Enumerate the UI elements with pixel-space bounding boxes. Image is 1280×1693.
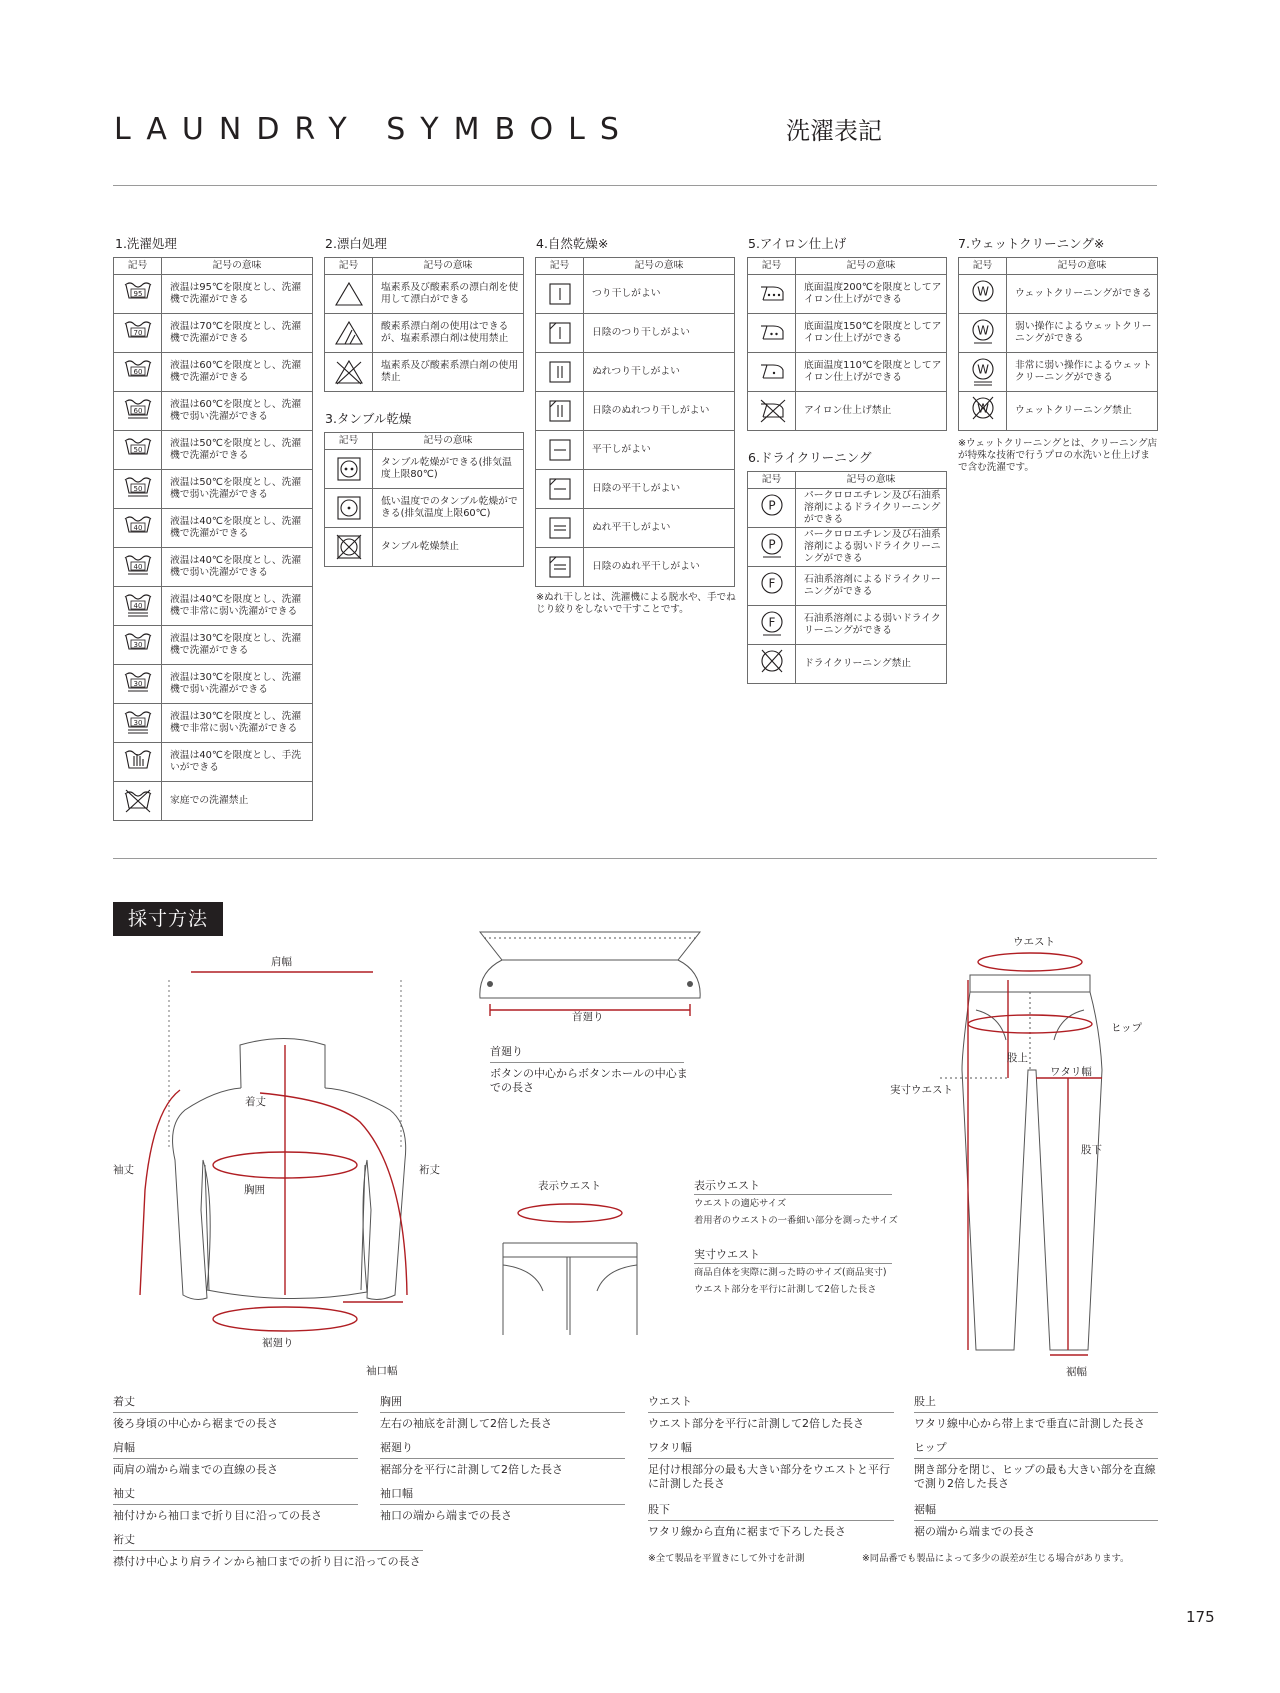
washing-meaning: 液温は40℃を限度とし、洗濯機で弱い洗濯ができる [162,548,313,587]
label-hip: ヒップ [1111,1022,1143,1034]
tumble-table [324,432,524,567]
label-inseam: 股下 [1081,1144,1102,1156]
washing-row [114,470,313,509]
bleach-table [324,257,524,392]
drip-dry-icon [536,353,584,392]
svg-text:95: 95 [133,290,142,298]
definition-rule [914,1412,1158,1413]
dry-clean-f-gentle-icon [748,606,796,645]
natural-dry-meaning: 日陰の平干しがよい [584,470,735,509]
svg-text:W: W [976,284,989,299]
washing-meaning: 液温は30℃を限度とし、洗濯機で弱い洗濯ができる [162,665,313,704]
wash-40-very-gentle-icon [114,587,162,626]
iron-low-icon [748,353,796,392]
definition-rule [113,1504,358,1505]
bleach-any-icon [325,275,373,314]
washing-meaning: 液温は40℃を限度とし、洗濯機で非常に弱い洗濯ができる [162,587,313,626]
label-sleeve: 袖丈 [113,1164,134,1176]
tumble-meaning: タンブル乾燥ができる(排気温度上限80℃) [373,450,524,489]
ironing-row [748,275,947,314]
definition-title: 着丈 [113,1395,135,1408]
washing-row [114,431,313,470]
natural-dry-meaning: ぬれつり干しがよい [584,353,735,392]
tumble-meaning: タンブル乾燥禁止 [373,528,524,567]
washing-row [114,704,313,743]
definition-text: ワタリ線中心から帯上まで垂直に計測した長さ [914,1417,1145,1430]
svg-text:W: W [976,323,989,338]
wet-clean-meaning: 非常に弱い操作によるウェットクリーニングができる [1007,353,1158,392]
label-chest: 胸囲 [244,1184,265,1196]
no-iron-icon [748,392,796,431]
washing-meaning: 液温は50℃を限度とし、洗濯機で洗濯ができる [162,431,313,470]
definition-rule [113,1412,358,1413]
col-meaning: 記号の意味 [1007,258,1158,275]
natural-dry-row [536,353,735,392]
no-dry-clean-icon [748,645,796,684]
svg-text:30: 30 [133,641,142,649]
wet-clean-meaning: ウェットクリーニングができる [1007,275,1158,314]
washing-row [114,275,313,314]
dry-clean-row [748,489,947,528]
definition-title: ヒップ [914,1441,947,1454]
tumble-meaning: 低い温度でのタンブル乾燥ができる(排気温度上限60℃) [373,489,524,528]
flat-dry-icon [536,431,584,470]
bleach-meaning: 塩素系及び酸素系漂白剤の使用禁止 [373,353,524,392]
svg-text:30: 30 [133,719,142,727]
section-title-tumble: 3.タンブル乾燥 [325,411,412,426]
natural-dry-row [536,275,735,314]
definition-rule [380,1504,625,1505]
washing-row [114,353,313,392]
ironing-row [748,314,947,353]
natural-dry-meaning: 日陰のつり干しがよい [584,314,735,353]
bleach-row [325,314,524,353]
label-shoulder: 肩幅 [271,956,292,968]
svg-text:60: 60 [133,407,142,415]
svg-text:50: 50 [133,446,142,454]
tumble-dry-low-icon [325,489,373,528]
wash-40-gentle-icon [114,548,162,587]
natural-dry-table [535,257,735,587]
washing-table [113,257,313,821]
label-actual-waist: 実寸ウエスト [890,1084,953,1096]
no-wet-clean-icon [959,392,1007,431]
washing-meaning: 液温は40℃を限度とし、手洗いができる [162,743,313,782]
definition-text: ウエスト部分を平行に計測して2倍した長さ [648,1417,864,1430]
definition-title: ウエスト [648,1395,692,1408]
dry-clean-table [747,471,947,684]
wash-60-icon [114,353,162,392]
natural-dry-meaning: ぬれ平干しがよい [584,509,735,548]
no-wash-icon [114,782,162,821]
natural-dry-note: ※ぬれ干しとは、洗濯機による脱水や、手でねじり絞りをしないで干すことです。 [536,592,736,615]
definition-text: 両肩の端から端までの直線の長さ [113,1463,278,1476]
display-waist-text-2: 着用者のウエストの一番細い部分を測ったサイズ [694,1215,898,1226]
section-title-bleach: 2.漂白処理 [325,236,387,251]
definition-title: 袖丈 [113,1487,135,1500]
col-symbol: 記号 [114,258,162,275]
definition-text: 襟付け中心より肩ラインから袖口までの折り目に沿っての長さ [113,1555,421,1568]
definition-text: 後ろ身頃の中心から裾までの長さ [113,1417,278,1430]
definition-title: 肩幅 [113,1441,135,1454]
label-rise: 股上 [1007,1052,1028,1064]
svg-text:70: 70 [133,329,142,337]
wet-clean-table [958,257,1158,431]
wash-30-gentle-icon [114,665,162,704]
label-display-waist: 表示ウエスト [538,1180,601,1192]
natural-dry-meaning: 日陰のぬれつり干しがよい [584,392,735,431]
page-title-en: LAUNDRY SYMBOLS [114,112,634,147]
bleach-row [325,353,524,392]
ironing-meaning: 底面温度200℃を限度としてアイロン仕上げができる [796,275,947,314]
tumble-dry-normal-icon [325,450,373,489]
washing-row [114,782,313,821]
col-meaning: 記号の意味 [584,258,735,275]
svg-text:60: 60 [133,368,142,376]
col-symbol: 記号 [959,258,1007,275]
svg-text:40: 40 [133,563,142,571]
actual-waist-line [694,1263,892,1264]
washing-meaning: 液温は60℃を限度とし、洗濯機で弱い洗濯ができる [162,392,313,431]
wash-30-icon [114,626,162,665]
svg-text:40: 40 [133,524,142,532]
natural-dry-row [536,470,735,509]
wet-clean-row [959,314,1158,353]
tumble-row [325,528,524,567]
tumble-row [325,450,524,489]
washing-meaning: 液温は50℃を限度とし、洗濯機で弱い洗濯ができる [162,470,313,509]
svg-text:40: 40 [133,602,142,610]
definition-text: 足付け根部分の最も大きい部分をウエストと平行に計測した長さ [648,1463,890,1490]
wet-clean-gentle-icon [959,314,1007,353]
wet-clean-meaning: ウェットクリーニング禁止 [1007,392,1158,431]
col-symbol: 記号 [536,258,584,275]
label-hem: 裾廻り [262,1337,294,1349]
dry-clean-row [748,645,947,684]
page-title-ja: 洗濯表記 [786,117,882,145]
dry-clean-meaning: パークロロエチレン及び石油系溶剤による弱いドライクリーニングができる [796,528,947,567]
definition-rule [113,1458,358,1459]
drip-dry-shade-icon [536,392,584,431]
waist-detail-illustration [495,1195,645,1345]
definition-text: 袖付けから袖口まで折り目に沿っての長さ [113,1509,322,1522]
no-tumble-dry-icon [325,528,373,567]
display-waist-text-1: ウエストの適応サイズ [694,1198,787,1209]
natural-dry-meaning: 平干しがよい [584,431,735,470]
definition-title: 袖口幅 [380,1487,413,1500]
washing-meaning: 液温は40℃を限度とし、洗濯機で洗濯ができる [162,509,313,548]
definition-title: 胸囲 [380,1395,402,1408]
washing-meaning: 液温は70℃を限度とし、洗濯機で洗濯ができる [162,314,313,353]
svg-text:F: F [768,615,775,630]
natural-dry-meaning: 日陰のぬれ平干しがよい [584,548,735,587]
col-symbol: 記号 [748,258,796,275]
label-collar: 首廻り [572,1011,604,1023]
washing-meaning: 家庭での洗濯禁止 [162,782,313,821]
washing-meaning: 液温は30℃を限度とし、洗濯機で洗濯ができる [162,626,313,665]
washing-meaning: 液温は30℃を限度とし、洗濯機で非常に弱い洗濯ができる [162,704,313,743]
ironing-meaning: 底面温度150℃を限度としてアイロン仕上げができる [796,314,947,353]
definition-text: 裾部分を平行に計測して2倍した長さ [380,1463,563,1476]
wet-clean-note: ※ウェットクリーニングとは、クリーニング店が特殊な技術で行うプロの水洗いと仕上げまで含む洗濯です。 [958,438,1158,473]
wet-clean-row [959,353,1158,392]
dry-clean-meaning: パークロロエチレン及び石油系溶剤によるドライクリーニングができる [796,489,947,528]
definition-title: 裾幅 [914,1503,936,1516]
definition-text: 袖口の端から端までの長さ [380,1509,512,1522]
wash-50-gentle-icon [114,470,162,509]
collar-def-line [490,1062,684,1063]
definition-title: 股下 [648,1503,670,1516]
collar-def-text: ボタンの中心からボタンホールの中心までの長さ [490,1067,688,1094]
definition-rule [914,1520,1158,1521]
ironing-meaning: 底面温度110℃を限度としてアイロン仕上げができる [796,353,947,392]
wet-flat-dry-shade-icon [536,548,584,587]
col-meaning: 記号の意味 [373,433,524,450]
label-thigh: ワタリ幅 [1050,1066,1092,1078]
section-title-natural-dry: 4.自然乾燥※ [536,236,609,251]
label-yuki: 裄丈 [419,1164,440,1176]
svg-text:P: P [767,498,776,513]
bleach-row [325,275,524,314]
flat-dry-shade-icon [536,470,584,509]
wash-40-icon [114,509,162,548]
ironing-table [747,257,947,431]
svg-text:30: 30 [133,680,142,688]
col-meaning: 記号の意味 [796,258,947,275]
definition-title: ワタリ幅 [648,1441,692,1454]
section-title-dry-clean: 6.ドライクリーニング [748,450,872,465]
iron-high-icon [748,275,796,314]
natural-dry-row [536,509,735,548]
definition-rule [648,1412,894,1413]
wash-60-gentle-icon [114,392,162,431]
bleach-meaning: 塩素系及び酸素系の漂白剤を使用して漂白ができる [373,275,524,314]
actual-waist-title: 実寸ウエスト [694,1248,760,1261]
svg-text:W: W [976,401,989,416]
measure-badge: 採寸方法 [113,902,223,936]
washing-row [114,392,313,431]
actual-waist-text-1: 商品自体を実際に測った時のサイズ(商品実寸) [694,1267,887,1278]
display-waist-title: 表示ウエスト [694,1179,760,1192]
washing-row [114,509,313,548]
iron-medium-icon [748,314,796,353]
label-pants-hem: 裾幅 [1066,1366,1087,1378]
bleach-oxygen-only-icon [325,314,373,353]
page-number: 175 [1186,1608,1215,1626]
col-meaning: 記号の意味 [162,258,313,275]
washing-row [114,665,313,704]
wet-flat-dry-icon [536,509,584,548]
washing-row [114,743,313,782]
col-symbol: 記号 [325,433,373,450]
col-meaning: 記号の意味 [373,258,524,275]
definition-title: 股上 [914,1395,936,1408]
line-dry-shade-icon [536,314,584,353]
washing-meaning: 液温は60℃を限度とし、洗濯機で洗濯ができる [162,353,313,392]
col-symbol: 記号 [325,258,373,275]
wash-95-icon [114,275,162,314]
section-title-wet-clean: 7.ウェットクリーニング※ [958,236,1105,251]
section-title-washing: 1.洗濯処理 [115,236,177,251]
definition-title: 裾廻り [380,1441,413,1454]
wet-clean-row [959,392,1158,431]
dry-clean-meaning: 石油系溶剤によるドライクリーニングができる [796,567,947,606]
hand-wash-icon [114,743,162,782]
actual-waist-text-2: ウエスト部分を平行に計測して2倍した長さ [694,1284,877,1295]
dry-clean-meaning: ドライクリーニング禁止 [796,645,947,684]
washing-meaning: 液温は95℃を限度とし、洗濯機で洗濯ができる [162,275,313,314]
natural-dry-row [536,548,735,587]
label-length: 着丈 [245,1096,266,1108]
svg-text:P: P [767,537,776,552]
wash-50-icon [114,431,162,470]
line-dry-icon [536,275,584,314]
wet-clean-very-gentle-icon [959,353,1007,392]
display-waist-line [694,1194,892,1195]
wash-30-very-gentle-icon [114,704,162,743]
bleach-meaning: 酸素系漂白剤の使用はできるが、塩素系漂白剤は使用禁止 [373,314,524,353]
natural-dry-row [536,431,735,470]
natural-dry-row [536,392,735,431]
svg-text:W: W [976,362,989,377]
wet-clean-icon [959,275,1007,314]
definition-rule [648,1458,894,1459]
col-symbol: 記号 [748,472,796,489]
dry-clean-f-icon [748,567,796,606]
washing-row [114,548,313,587]
wet-clean-meaning: 弱い操作によるウェットクリーニングができる [1007,314,1158,353]
svg-text:50: 50 [133,485,142,493]
label-waist: ウエスト [1013,936,1055,948]
dry-clean-row [748,606,947,645]
footnote-measure: ※全て製品を平置きにして外寸を計測 [648,1553,805,1564]
dry-clean-row [748,528,947,567]
definition-text: 開き部分を閉じ、ヒップの最も大きい部分を直線で測り2倍した長さ [914,1463,1156,1490]
washing-row [114,626,313,665]
dry-clean-row [748,567,947,606]
dry-clean-p-gentle-icon [748,528,796,567]
natural-dry-meaning: つり干しがよい [584,275,735,314]
dry-clean-p-icon [748,489,796,528]
definition-text: 裾の端から端までの長さ [914,1525,1035,1538]
definition-rule [380,1458,625,1459]
ironing-row [748,353,947,392]
definition-text: 左右の袖底を計測して2倍した長さ [380,1417,552,1430]
ironing-row [748,392,947,431]
footnote-variance: ※同品番でも製品によって多少の誤差が生じる場合があります。 [862,1553,1130,1564]
definition-rule [648,1520,894,1521]
col-meaning: 記号の意味 [796,472,947,489]
tumble-row [325,489,524,528]
ironing-meaning: アイロン仕上げ禁止 [796,392,947,431]
definition-rule [380,1412,625,1413]
header-divider [113,185,1157,186]
wet-clean-row [959,275,1158,314]
definition-text: ワタリ線から直角に裾まで下ろした長さ [648,1525,846,1538]
section-title-ironing: 5.アイロン仕上げ [748,236,847,251]
washing-row [114,314,313,353]
jacket-illustration [105,950,465,1350]
definition-rule [914,1458,1158,1459]
dry-clean-meaning: 石油系溶剤による弱いドライクリーニングができる [796,606,947,645]
definition-title: 裄丈 [113,1533,135,1546]
natural-dry-row [536,314,735,353]
washing-row [114,587,313,626]
wash-70-icon [114,314,162,353]
label-cuff: 袖口幅 [366,1365,398,1377]
svg-text:F: F [768,576,775,591]
definition-rule [113,1550,423,1551]
collar-def-title: 首廻り [490,1045,523,1058]
no-bleach-icon [325,353,373,392]
section-divider [113,858,1157,859]
